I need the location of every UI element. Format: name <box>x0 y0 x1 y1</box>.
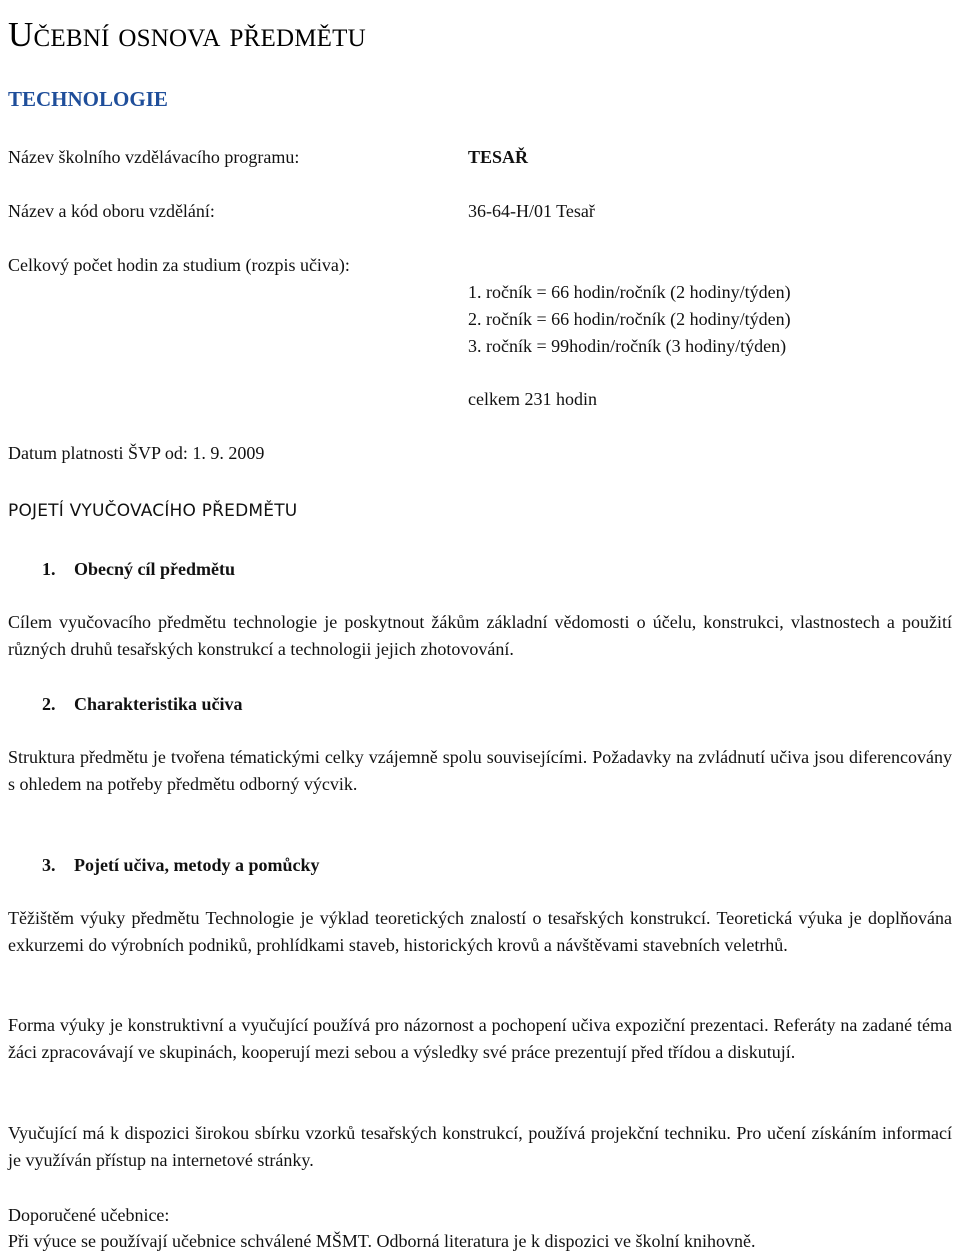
program-label: Název školního vzdělávacího programu: <box>8 147 300 167</box>
section-number: 1. <box>42 559 56 579</box>
section-title: Charakteristika učiva <box>74 694 243 714</box>
page-title: Učební osnova předmětu <box>8 15 366 54</box>
section-3-paragraph-1: Těžištěm výuky předmětu Technologie je výklad teoretických znalostí o tesařských konstrukcí. Teoretická výuka je doplňována exkurzemi do výrobních podniků, prohlídkami staveb, historických krovů a návštěvami stavebních veletrhů. <box>8 908 952 955</box>
field-value: 36-64-H/01 Tesař <box>468 201 595 221</box>
section-2-paragraph: Struktura předmětu je tvořena tématickými celky vzájemně spolu souvisejícími. Požadavky na zvládnutí učiva jsou diferencovány s ohledem na potřeby předmětu odborný výcvik. <box>8 747 952 794</box>
hours-line-1: 1. ročník = 66 hodin/ročník (2 hodiny/týden) <box>468 282 791 302</box>
section-title: Pojetí učiva, metody a pomůcky <box>74 855 320 875</box>
section-3-heading <box>42 853 319 877</box>
section-title: Obecný cíl předmětu <box>74 559 235 579</box>
hours-line-3: 3. ročník = 99hodin/ročník (3 hodiny/týden) <box>468 336 787 356</box>
program-value: TESAŘ <box>468 147 529 167</box>
section-number: 3. <box>42 855 56 875</box>
hours-total: celkem 231 hodin <box>468 389 597 409</box>
section-2-heading <box>42 692 243 716</box>
field-label: Název a kód oboru vzdělání: <box>8 201 215 221</box>
section-1-paragraph: Cílem vyučovacího předmětu technologie je poskytnout žákům základní vědomosti o účelu, konstrukci, vlastnostech a použití různých druhů tesařských konstrukcí a technologii jejich zhotovování. <box>8 612 952 659</box>
hours-line-2: 2. ročník = 66 hodin/ročník (2 hodiny/týden) <box>468 309 791 329</box>
section-1-heading <box>42 557 235 581</box>
section-number: 2. <box>42 694 56 714</box>
section-3-paragraph-3: Vyučující má k dispozici širokou sbírku vzorků tesařských konstrukcí, používá projekční techniku. Pro učení získáním informací je využíván přístup na internetové stránky. <box>8 1123 952 1170</box>
section-3-paragraph-2: Forma výuky je konstruktivní a vyučující používá pro názornost a pochopení učiva expoziční prezentaci. Referáty na zadané téma žáci zpracovávají ve skupinách, kooperují mezi sebou a výsledky své práce prezentují před třídou a diskutují. <box>8 1015 952 1062</box>
hours-label: Celkový počet hodin za studium (rozpis učiva): <box>8 255 350 275</box>
textbooks-text: Při výuce se používají učebnice schválené MŠMT. Odborná literatura je k dispozici ve školní knihovně. <box>8 1231 756 1251</box>
subject-name: TECHNOLOGIE <box>8 87 168 111</box>
concept-heading: POJETÍ VYUČOVACÍHO PŘEDMĚTU <box>8 501 298 521</box>
textbooks-label: Doporučené učebnice: <box>8 1205 170 1225</box>
validity-date: Datum platnosti ŠVP od: 1. 9. 2009 <box>8 443 265 463</box>
